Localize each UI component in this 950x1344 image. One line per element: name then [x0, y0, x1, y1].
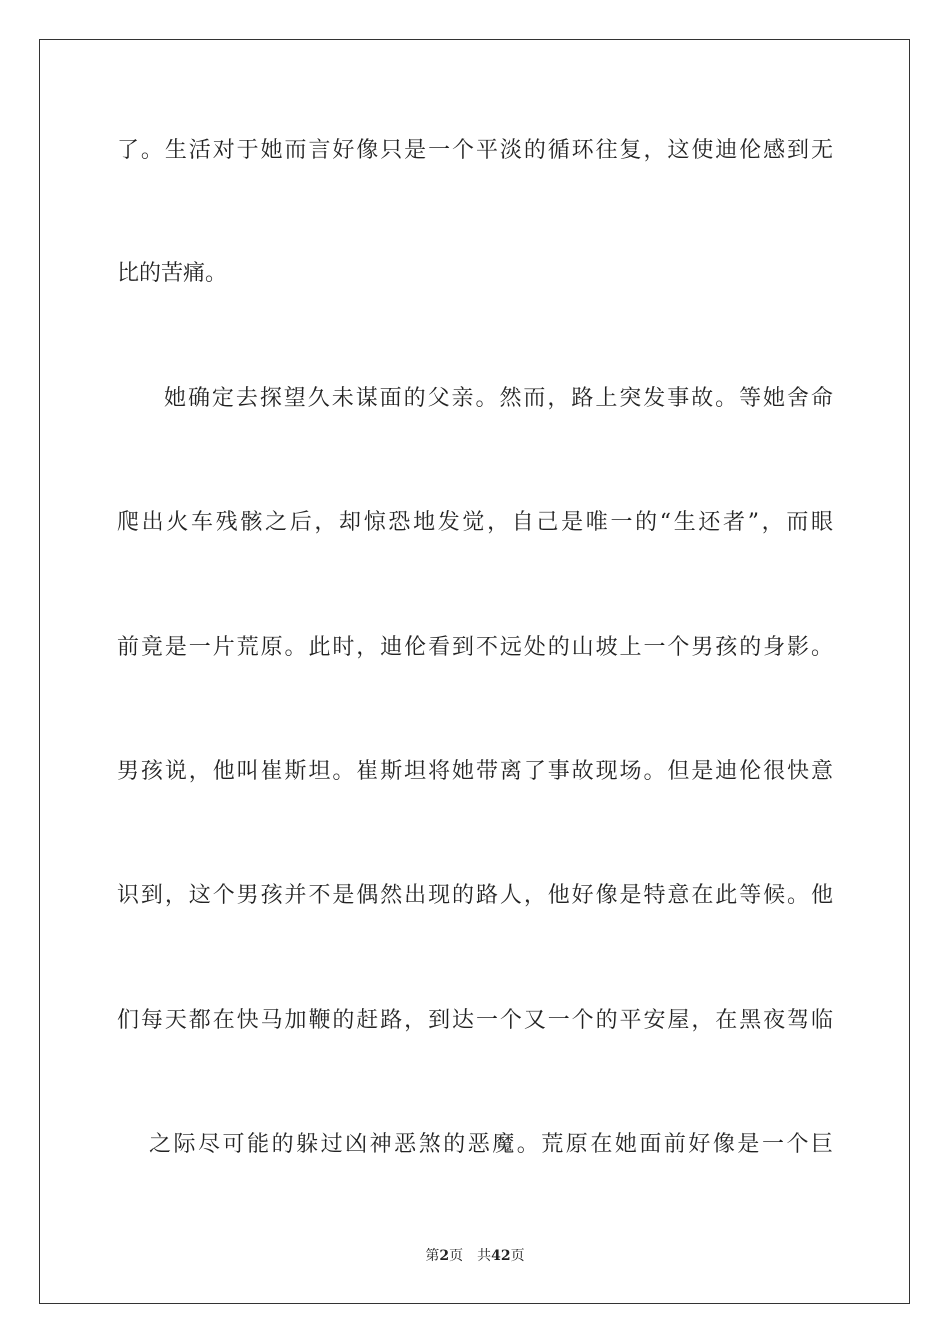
footer-page-number: 2 — [439, 1248, 450, 1264]
footer-page-prefix: 第 — [425, 1248, 440, 1264]
page-footer — [0, 1247, 950, 1265]
text-line-8: 们每天都在快马加鞭的赶路，到达一个又一个的平安屋，在黑夜驾临 — [117, 1008, 833, 1033]
text-line-4: 爬出火车残骸之后，却惊恐地发觉，自己是唯一的“生还者”，而眼 — [117, 510, 833, 535]
text-line-5: 前竟是一片荒原。此时，迪伦看到不远处的山坡上一个男孩的身影。 — [117, 635, 833, 660]
footer-page-suffix: 页 — [449, 1248, 464, 1264]
page-border — [39, 39, 910, 1304]
text-line-2: 比的苦痛。 — [117, 261, 228, 286]
text-line-3: 她确定去探望久未谋面的父亲。然而，路上突发事故。等她舍命 — [164, 386, 833, 411]
footer-total-prefix: 共 — [477, 1248, 492, 1264]
footer-total-suffix: 页 — [510, 1248, 525, 1264]
text-line-1: 了。生活对于她而言好像只是一个平淡的循环往复，这使迪伦感到无 — [117, 138, 833, 163]
text-line-7: 识到，这个男孩并不是偶然出现的路人，他好像是特意在此等候。他 — [117, 883, 833, 908]
footer-total-pages: 42 — [491, 1248, 511, 1264]
text-line-9: 之际尽可能的躲过凶神恶煞的恶魔。荒原在她面前好像是一个巨 — [149, 1132, 833, 1157]
text-line-6: 男孩说，他叫崔斯坦。崔斯坦将她带离了事故现场。但是迪伦很快意 — [117, 759, 833, 784]
